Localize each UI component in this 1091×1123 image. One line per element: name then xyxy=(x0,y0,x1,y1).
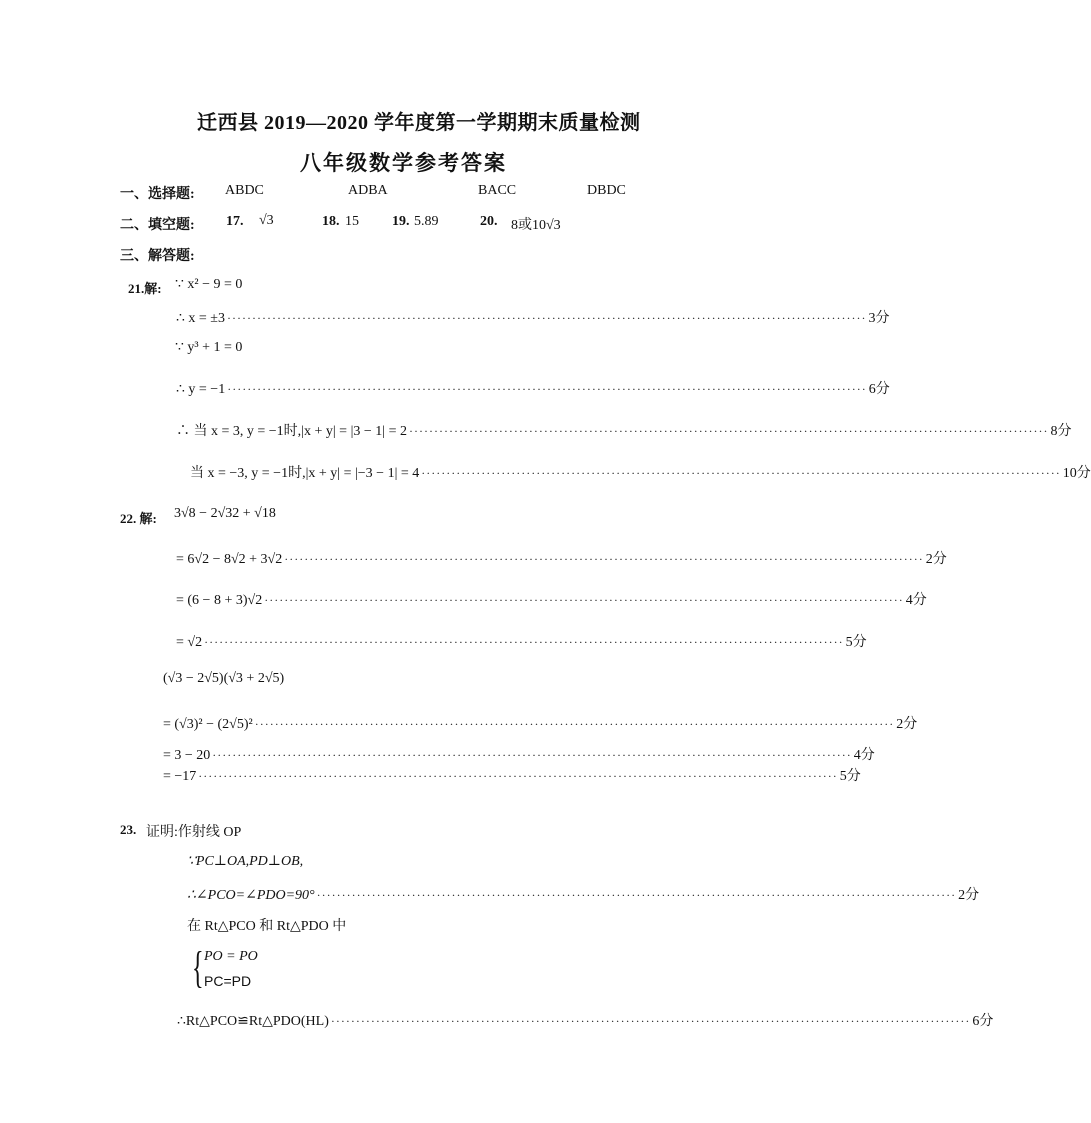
section-multiple-choice-label: 一、选择题: xyxy=(120,187,195,202)
scored-step xyxy=(163,765,861,785)
dot-leader: ································································································································ xyxy=(254,717,895,731)
solution-line: ∵ y³ + 1 = 0 xyxy=(175,340,243,355)
blank-answer: 15 xyxy=(345,214,359,229)
dot-leader: ································································································································ xyxy=(421,466,1061,480)
solution-line: = 3 − 20 xyxy=(163,748,211,763)
blank-answer: 8或10√3 xyxy=(511,218,561,233)
score: 2分 xyxy=(896,717,918,732)
solution-line: 3√8 − 2√32 + √18 xyxy=(174,506,276,521)
solution-line: ∵ x² − 9 = 0 xyxy=(175,277,243,292)
choice-group: BACC xyxy=(478,183,517,198)
score: 6分 xyxy=(972,1014,994,1029)
scored-step xyxy=(176,631,867,651)
solution-line: = √2 xyxy=(176,635,203,650)
equation-system-brace: { xyxy=(192,943,204,992)
scored-step xyxy=(163,744,875,764)
dot-leader: ································································································································ xyxy=(227,311,867,325)
question-label: 23. xyxy=(120,822,137,837)
score: 2分 xyxy=(958,888,980,903)
choice-group: DBDC xyxy=(587,183,626,198)
scored-step xyxy=(187,884,980,904)
blank-answer: 5.89 xyxy=(414,214,439,229)
dot-leader: ································································································································ xyxy=(227,382,867,396)
section-solutions-label: 三、解答题: xyxy=(120,249,195,264)
choice-group: ADBA xyxy=(348,183,388,198)
score: 2分 xyxy=(925,552,947,567)
proof-line: ∵PC⊥OA,PD⊥OB, xyxy=(187,854,304,869)
blank-number: 20. xyxy=(480,214,498,229)
choice-group: ABDC xyxy=(225,183,264,198)
dot-leader: ································································································································ xyxy=(284,552,924,566)
page-title: 迁西县 2019—2020 学年度第一学期期末质量检测 xyxy=(197,112,641,134)
solution-line: = −17 xyxy=(163,769,197,784)
question-label: 22. 解: xyxy=(120,511,157,526)
section-fill-blank-label: 二、填空题: xyxy=(120,218,195,233)
score: 3分 xyxy=(868,311,890,326)
scored-step xyxy=(176,548,947,568)
scored-step xyxy=(177,1010,994,1030)
solution-line: ∴ y = −1 xyxy=(176,382,226,397)
blank-number: 19. xyxy=(392,214,410,229)
scored-step xyxy=(176,307,890,327)
solution-line: ∴ 当 x = 3, y = −1时,|x + y| = |3 − 1| = 2 xyxy=(176,424,407,439)
dot-leader: ································································································································ xyxy=(316,888,957,902)
dot-leader: ································································································································ xyxy=(330,1014,971,1028)
score: 10分 xyxy=(1062,466,1091,481)
system-equation: PC=PD xyxy=(204,973,252,989)
solution-line: (√3 − 2√5)(√3 + 2√5) xyxy=(163,671,285,686)
solution-line: = 6√2 − 8√2 + 3√2 xyxy=(176,552,283,567)
solution-line: = (√3)² − (2√5)² xyxy=(163,717,253,732)
scored-step xyxy=(190,462,1091,482)
system-equation: PO = PO xyxy=(204,949,258,964)
score: 4分 xyxy=(905,593,927,608)
score: 8分 xyxy=(1050,424,1072,439)
proof-line: ∴∠PCO=∠PDO=90° xyxy=(187,888,315,903)
solution-line: 当 x = −3, y = −1时,|x + y| = |−3 − 1| = 4 xyxy=(190,466,420,481)
scored-step xyxy=(163,713,918,733)
proof-conclusion: ∴Rt△PCO≌Rt△PDO(HL) xyxy=(177,1014,329,1029)
dot-leader: ································································································································ xyxy=(212,748,852,762)
dot-leader: ································································································································ xyxy=(264,593,904,607)
dot-leader: ································································································································ xyxy=(408,424,1049,438)
blank-number: 17. xyxy=(226,214,244,229)
solution-line: = (6 − 8 + 3)√2 xyxy=(176,593,263,608)
blank-number: 18. xyxy=(322,214,340,229)
scored-step xyxy=(176,589,927,609)
scored-step xyxy=(176,378,890,398)
dot-leader: ································································································································ xyxy=(204,635,844,649)
solution-line: ∴ x = ±3 xyxy=(176,311,225,326)
score: 5分 xyxy=(839,769,861,784)
proof-intro: 证明:作射线 OP xyxy=(146,825,242,840)
proof-line: 在 Rt△PCO 和 Rt△PDO 中 xyxy=(187,919,347,934)
score: 4分 xyxy=(853,748,875,763)
page-subtitle: 八年级数学参考答案 xyxy=(300,151,507,175)
score: 6分 xyxy=(868,382,890,397)
score: 5分 xyxy=(845,635,867,650)
dot-leader: ································································································································ xyxy=(198,769,838,783)
scored-step xyxy=(176,420,1072,440)
question-label: 21.解: xyxy=(128,281,162,296)
blank-answer: √3 xyxy=(259,213,274,228)
